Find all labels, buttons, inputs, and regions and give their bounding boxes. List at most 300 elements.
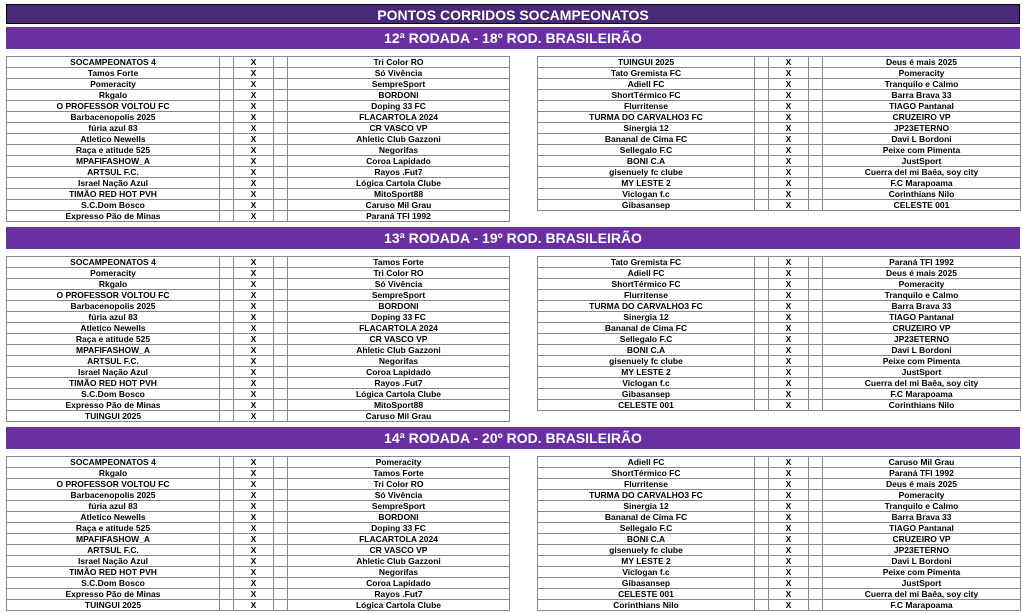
home-team: Sinergia 12 (538, 312, 755, 323)
match-row (7, 534, 510, 545)
home-team: Flurritense (538, 479, 755, 490)
home-team: Barbacenopolis 2025 (7, 112, 220, 123)
away-team: Paraná TFI 1992 (288, 211, 510, 222)
spacer-cell (274, 312, 288, 323)
spacer-cell (809, 490, 823, 501)
home-team: TURMA DO CARVALHO3 FC (538, 490, 755, 501)
versus-mark: X (234, 356, 274, 367)
spacer-cell (274, 378, 288, 389)
spacer-cell (220, 545, 234, 556)
versus-mark: X (234, 112, 274, 123)
round-13-right-table (537, 256, 1021, 411)
spacer-cell (274, 512, 288, 523)
match-row (538, 200, 1021, 211)
spacer-cell (809, 323, 823, 334)
spacer-cell (220, 178, 234, 189)
away-team: Deus é mais 2025 (823, 268, 1021, 279)
spacer-cell (274, 268, 288, 279)
away-team: Deus é mais 2025 (823, 57, 1021, 68)
spacer-cell (809, 556, 823, 567)
away-team: Cuerra del mi Baêa, soy city (823, 378, 1021, 389)
spacer-cell (274, 589, 288, 600)
away-team: Deus é mais 2025 (823, 479, 1021, 490)
away-team: Tri Color RO (288, 57, 510, 68)
spacer-cell (755, 101, 769, 112)
spacer-cell (755, 589, 769, 600)
away-team: Ahletic Club Gazzoni (288, 345, 510, 356)
spacer-cell (809, 334, 823, 345)
spacer-cell (274, 167, 288, 178)
home-team: Raça e atitude 525 (7, 523, 220, 534)
versus-mark: X (769, 356, 809, 367)
versus-mark: X (234, 578, 274, 589)
home-team: Sellegalo F.C (538, 334, 755, 345)
home-team: Raça e atitude 525 (7, 334, 220, 345)
match-row (7, 279, 510, 290)
versus-mark: X (234, 257, 274, 268)
match-row (7, 200, 510, 211)
spacer-cell (755, 578, 769, 589)
match-row (538, 156, 1021, 167)
versus-mark: X (234, 468, 274, 479)
spacer-cell (755, 523, 769, 534)
spacer-cell (220, 523, 234, 534)
match-row (7, 189, 510, 200)
home-team: S.C.Dom Bosco (7, 200, 220, 211)
home-team: Bananal de Cima FC (538, 323, 755, 334)
match-row (7, 600, 510, 611)
versus-mark: X (769, 200, 809, 211)
away-team: Coroa Lapidado (288, 578, 510, 589)
home-team: Viclogan f.c (538, 378, 755, 389)
match-row (538, 312, 1021, 323)
home-team: Adiell FC (538, 268, 755, 279)
spacer-cell (809, 367, 823, 378)
versus-mark: X (234, 345, 274, 356)
spacer-cell (755, 389, 769, 400)
away-team: SempreSport (288, 290, 510, 301)
versus-mark: X (769, 178, 809, 189)
home-team: MPAFIFASHOW_A (7, 534, 220, 545)
versus-mark: X (234, 268, 274, 279)
match-row (7, 501, 510, 512)
round-12-left-table (6, 56, 510, 222)
home-team: MY LESTE 2 (538, 556, 755, 567)
spacer-cell (809, 123, 823, 134)
away-team: Peixe com Pimenta (823, 567, 1021, 578)
spacer-cell (274, 279, 288, 290)
away-team: Lógica Cartola Clube (288, 178, 510, 189)
spacer-cell (274, 57, 288, 68)
versus-mark: X (769, 501, 809, 512)
spacer-cell (220, 534, 234, 545)
away-team: MitoSport88 (288, 400, 510, 411)
away-team: MitoSport88 (288, 189, 510, 200)
spacer-cell (220, 468, 234, 479)
home-team: Gibasansep (538, 389, 755, 400)
spacer-cell (274, 323, 288, 334)
versus-mark: X (234, 68, 274, 79)
versus-mark: X (769, 378, 809, 389)
match-row (7, 567, 510, 578)
versus-mark: X (234, 279, 274, 290)
spacer-cell (220, 411, 234, 422)
versus-mark: X (234, 101, 274, 112)
home-team: TURMA DO CARVALHO3 FC (538, 301, 755, 312)
spacer-cell (755, 490, 769, 501)
spacer-cell (274, 490, 288, 501)
home-team: O PROFESSOR VOLTOU FC (7, 290, 220, 301)
spacer-cell (274, 301, 288, 312)
match-row (538, 567, 1021, 578)
spacer-cell (220, 167, 234, 178)
home-team: Pomeracity (7, 79, 220, 90)
spacer-cell (809, 290, 823, 301)
versus-mark: X (769, 167, 809, 178)
home-team: Flurritense (538, 290, 755, 301)
match-row (7, 211, 510, 222)
home-team: gisenuely fc clube (538, 356, 755, 367)
match-row (538, 378, 1021, 389)
match-row (7, 411, 510, 422)
spacer-cell (755, 112, 769, 123)
match-row (538, 345, 1021, 356)
match-row (7, 323, 510, 334)
versus-mark: X (234, 400, 274, 411)
home-team: Israel Nação Azul (7, 367, 220, 378)
spacer-cell (220, 389, 234, 400)
away-team: Coroa Lapidado (288, 156, 510, 167)
spacer-cell (220, 290, 234, 301)
spacer-cell (809, 312, 823, 323)
round-13-header: 13ª RODADA - 19º ROD. BRASILEIRÃO (6, 227, 1020, 249)
home-team: ShortTérmico FC (538, 279, 755, 290)
match-row (538, 490, 1021, 501)
versus-mark: X (234, 567, 274, 578)
versus-mark: X (769, 257, 809, 268)
away-team: Peixe com Pimenta (823, 145, 1021, 156)
away-team: Paraná TFI 1992 (823, 257, 1021, 268)
match-row (7, 123, 510, 134)
spacer-cell (755, 479, 769, 490)
match-row (538, 134, 1021, 145)
home-team: BONI C.A (538, 345, 755, 356)
versus-mark: X (769, 468, 809, 479)
spacer-cell (755, 567, 769, 578)
home-team: BONI C.A (538, 156, 755, 167)
home-team: CELESTE 001 (538, 400, 755, 411)
versus-mark: X (769, 112, 809, 123)
away-team: Tranquilo e Calmo (823, 290, 1021, 301)
spacer-cell (274, 178, 288, 189)
spacer-cell (274, 534, 288, 545)
spacer-cell (755, 134, 769, 145)
home-team: Expresso Pão de Minas (7, 589, 220, 600)
home-team: fúria azul 83 (7, 501, 220, 512)
away-team: Corinthians Nilo (823, 400, 1021, 411)
away-team: F.C Marapoama (823, 389, 1021, 400)
versus-mark: X (769, 290, 809, 301)
versus-mark: X (234, 378, 274, 389)
versus-mark: X (234, 389, 274, 400)
spacer-cell (755, 189, 769, 200)
away-team: TIAGO Pantanal (823, 523, 1021, 534)
home-team: Corinthians Nilo (538, 600, 755, 611)
match-row (538, 57, 1021, 68)
spacer-cell (220, 134, 234, 145)
match-row (538, 534, 1021, 545)
versus-mark: X (234, 200, 274, 211)
home-team: Barbacenopolis 2025 (7, 490, 220, 501)
match-row (538, 501, 1021, 512)
versus-mark: X (769, 323, 809, 334)
spacer-cell (809, 578, 823, 589)
spacer-cell (809, 512, 823, 523)
spacer-cell (809, 79, 823, 90)
spacer-cell (220, 589, 234, 600)
spacer-cell (274, 411, 288, 422)
match-row (538, 189, 1021, 200)
spacer-cell (809, 145, 823, 156)
spacer-cell (274, 200, 288, 211)
spacer-cell (809, 389, 823, 400)
spacer-cell (809, 479, 823, 490)
home-team: Expresso Pão de Minas (7, 400, 220, 411)
spacer-cell (809, 57, 823, 68)
match-row (538, 323, 1021, 334)
match-row (538, 512, 1021, 523)
away-team: Tri Color RO (288, 268, 510, 279)
away-team: Tranquilo e Calmo (823, 501, 1021, 512)
match-row (538, 457, 1021, 468)
match-row (7, 257, 510, 268)
spacer-cell (755, 290, 769, 301)
spacer-cell (755, 301, 769, 312)
home-team: Gibasansep (538, 578, 755, 589)
spacer-cell (755, 90, 769, 101)
spacer-cell (220, 345, 234, 356)
match-row (7, 145, 510, 156)
spacer-cell (274, 211, 288, 222)
spacer-cell (220, 112, 234, 123)
versus-mark: X (769, 101, 809, 112)
spacer-cell (809, 200, 823, 211)
spacer-cell (274, 257, 288, 268)
versus-mark: X (769, 279, 809, 290)
versus-mark: X (234, 79, 274, 90)
home-team: TUINGUI 2025 (7, 411, 220, 422)
match-row (538, 101, 1021, 112)
spacer-cell (220, 578, 234, 589)
spacer-cell (220, 123, 234, 134)
spacer-cell (220, 279, 234, 290)
away-team: Negorifas (288, 356, 510, 367)
match-row (7, 68, 510, 79)
away-team: F.C Marapoama (823, 178, 1021, 189)
versus-mark: X (769, 367, 809, 378)
away-team: Rayos .Fut7 (288, 167, 510, 178)
spacer-cell (220, 334, 234, 345)
versus-mark: X (234, 411, 274, 422)
home-team: gisenuely fc clube (538, 167, 755, 178)
spacer-cell (755, 178, 769, 189)
versus-mark: X (769, 134, 809, 145)
spacer-cell (755, 600, 769, 611)
home-team: Atletico Newells (7, 134, 220, 145)
match-row (7, 112, 510, 123)
spacer-cell (809, 68, 823, 79)
away-team: FLACARTOLA 2024 (288, 534, 510, 545)
spacer-cell (755, 57, 769, 68)
match-row (538, 178, 1021, 189)
match-row (7, 589, 510, 600)
versus-mark: X (234, 479, 274, 490)
spacer-cell (274, 189, 288, 200)
home-team: O PROFESSOR VOLTOU FC (7, 479, 220, 490)
away-team: Barra Brava 33 (823, 90, 1021, 101)
spacer-cell (220, 211, 234, 222)
match-row (7, 134, 510, 145)
home-team: Tato Gremista FC (538, 257, 755, 268)
away-team: Ahletic Club Gazzoni (288, 556, 510, 567)
spacer-cell (274, 156, 288, 167)
spacer-cell (274, 400, 288, 411)
versus-mark: X (769, 600, 809, 611)
home-team: Sinergia 12 (538, 501, 755, 512)
away-team: Coroa Lapidado (288, 367, 510, 378)
home-team: TUINGUI 2025 (538, 57, 755, 68)
versus-mark: X (234, 156, 274, 167)
spacer-cell (274, 345, 288, 356)
versus-mark: X (769, 189, 809, 200)
away-team: Só Vivência (288, 490, 510, 501)
match-row (7, 479, 510, 490)
match-row (538, 400, 1021, 411)
home-team: Flurritense (538, 101, 755, 112)
spacer-cell (274, 468, 288, 479)
versus-mark: X (769, 156, 809, 167)
home-team: S.C.Dom Bosco (7, 389, 220, 400)
spacer-cell (755, 457, 769, 468)
away-team: Lógica Cartola Clube (288, 389, 510, 400)
spacer-cell (220, 356, 234, 367)
spacer-cell (220, 200, 234, 211)
spacer-cell (755, 279, 769, 290)
match-row (7, 301, 510, 312)
home-team: ARTSUL F.C. (7, 545, 220, 556)
spacer-cell (220, 378, 234, 389)
away-team: Davi L Bordoni (823, 345, 1021, 356)
home-team: Viclogan f.c (538, 189, 755, 200)
spacer-cell (755, 145, 769, 156)
versus-mark: X (769, 479, 809, 490)
spacer-cell (809, 378, 823, 389)
match-row (7, 101, 510, 112)
spacer-cell (274, 290, 288, 301)
match-row (538, 600, 1021, 611)
versus-mark: X (769, 400, 809, 411)
match-row (7, 457, 510, 468)
match-row (538, 334, 1021, 345)
home-team: MPAFIFASHOW_A (7, 156, 220, 167)
match-row (7, 90, 510, 101)
away-team: SempreSport (288, 79, 510, 90)
spacer-cell (755, 123, 769, 134)
match-row (7, 490, 510, 501)
home-team: Viclogan f.c (538, 567, 755, 578)
home-team: MY LESTE 2 (538, 367, 755, 378)
away-team: Barra Brava 33 (823, 512, 1021, 523)
match-row (7, 512, 510, 523)
spacer-cell (220, 156, 234, 167)
away-team: CRUZEIRO VP (823, 112, 1021, 123)
round-13-left-table (6, 256, 510, 422)
match-row (7, 556, 510, 567)
match-row (7, 389, 510, 400)
match-row (7, 578, 510, 589)
versus-mark: X (234, 290, 274, 301)
away-team: Doping 33 FC (288, 101, 510, 112)
away-team: Davi L Bordoni (823, 556, 1021, 567)
home-team: Sellegalo F.C (538, 145, 755, 156)
spacer-cell (220, 79, 234, 90)
versus-mark: X (769, 556, 809, 567)
spacer-cell (274, 90, 288, 101)
home-team: Expresso Pão de Minas (7, 211, 220, 222)
spacer-cell (755, 156, 769, 167)
match-row (538, 112, 1021, 123)
spacer-cell (755, 367, 769, 378)
home-team: TUINGUI 2025 (7, 600, 220, 611)
away-team: Cuerra del mi Baêa, soy city (823, 167, 1021, 178)
away-team: Pomeracity (823, 490, 1021, 501)
away-team: TIAGO Pantanal (823, 312, 1021, 323)
away-team: BORDONI (288, 512, 510, 523)
match-row (7, 378, 510, 389)
away-team: Tamos Forte (288, 257, 510, 268)
versus-mark: X (234, 545, 274, 556)
spacer-cell (755, 556, 769, 567)
versus-mark: X (234, 134, 274, 145)
versus-mark: X (769, 334, 809, 345)
spacer-cell (274, 145, 288, 156)
match-row (7, 57, 510, 68)
away-team: SempreSport (288, 501, 510, 512)
spacer-cell (809, 356, 823, 367)
versus-mark: X (769, 90, 809, 101)
home-team: TURMA DO CARVALHO3 FC (538, 112, 755, 123)
spacer-cell (755, 268, 769, 279)
spacer-cell (755, 468, 769, 479)
spacer-cell (220, 90, 234, 101)
away-team: JustSport (823, 156, 1021, 167)
home-team: TIMÃO RED HOT PVH (7, 378, 220, 389)
away-team: Pomeracity (823, 68, 1021, 79)
versus-mark: X (234, 57, 274, 68)
versus-mark: X (769, 457, 809, 468)
spacer-cell (755, 345, 769, 356)
spacer-cell (809, 534, 823, 545)
spacer-cell (755, 534, 769, 545)
versus-mark: X (234, 312, 274, 323)
match-row (538, 290, 1021, 301)
away-team: Só Vivência (288, 68, 510, 79)
away-team: JP23ETERNO (823, 123, 1021, 134)
versus-mark: X (234, 145, 274, 156)
spacer-cell (274, 567, 288, 578)
spacer-cell (809, 156, 823, 167)
away-team: BORDONI (288, 90, 510, 101)
